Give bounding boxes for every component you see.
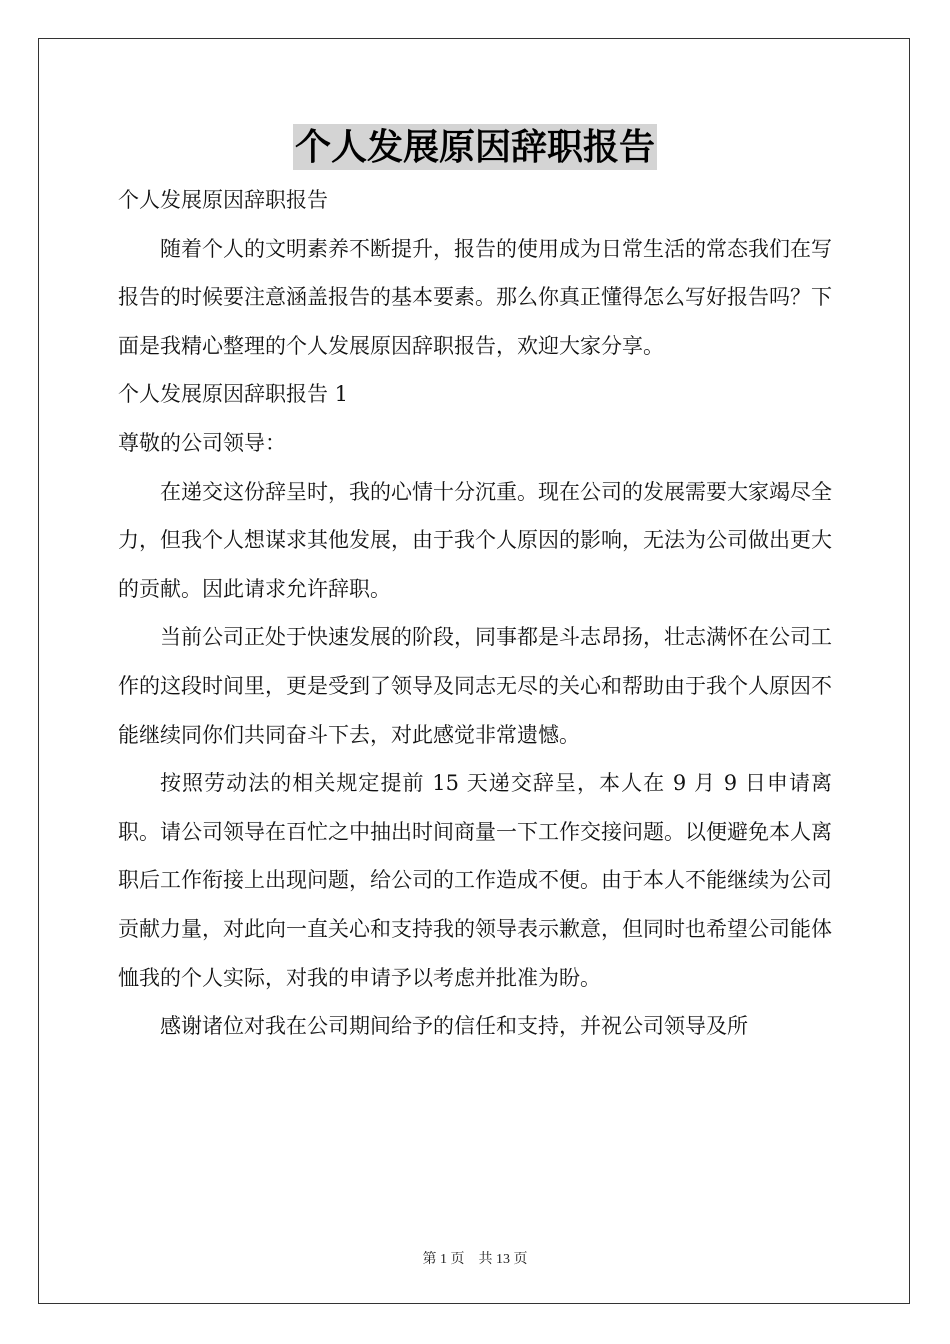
document-body	[118, 176, 832, 1051]
title-wrap	[0, 124, 950, 170]
page-footer: 第 1 页 共 13 页	[422, 1252, 528, 1267]
paragraph: 在递交这份辞呈时，我的心情十分沉重。现在公司的发展需要大家竭尽全力，但我个人想谋求其他发展，由于我个人原因的影响，无法为公司做出更大的贡献。因此请求允许辞职。	[118, 479, 832, 601]
document-title: 个人发展原因辞职报告	[294, 126, 655, 168]
salutation: 尊敬的公司领导：	[118, 430, 286, 455]
paragraph: 按照劳动法的相关规定提前 15 天递交辞呈，本人在 9 月 9 日申请离职。请公司领导在百忙之中抽出时间商量一下工作交接问题。以便避免本人离职后工作衔接上出现问题，给公司的工作造成不便。由于本人不能继续为公司贡献力量，对此向一直关心和支持我的领导表示歉意，但同时也希望公司能体恤我的个人实际，对我的申请予以考虑并批准为盼。	[118, 771, 832, 990]
paragraph: 随着个人的文明素养不断提升，报告的使用成为日常生活的常态我们在写报告的时候要注意涵盖报告的基本要素。那么你真正懂得怎么写好报告吗？下面是我精心整理的个人发展原因辞职报告，欢迎大家分享。	[118, 236, 832, 358]
paragraph: 当前公司正处于快速发展的阶段，同事都是斗志昂扬，壮志满怀在公司工作的这段时间里，更是受到了领导及同志无尽的关心和帮助由于我个人原因不能继续同你们共同奋斗下去，对此感觉非常遗憾。	[118, 625, 832, 747]
paragraph: 个人发展原因辞职报告	[118, 188, 328, 212]
section-heading: 个人发展原因辞职报告 1	[118, 382, 349, 407]
paragraph: 感谢诸位对我在公司期间给予的信任和支持，并祝公司领导及所	[160, 1014, 748, 1039]
